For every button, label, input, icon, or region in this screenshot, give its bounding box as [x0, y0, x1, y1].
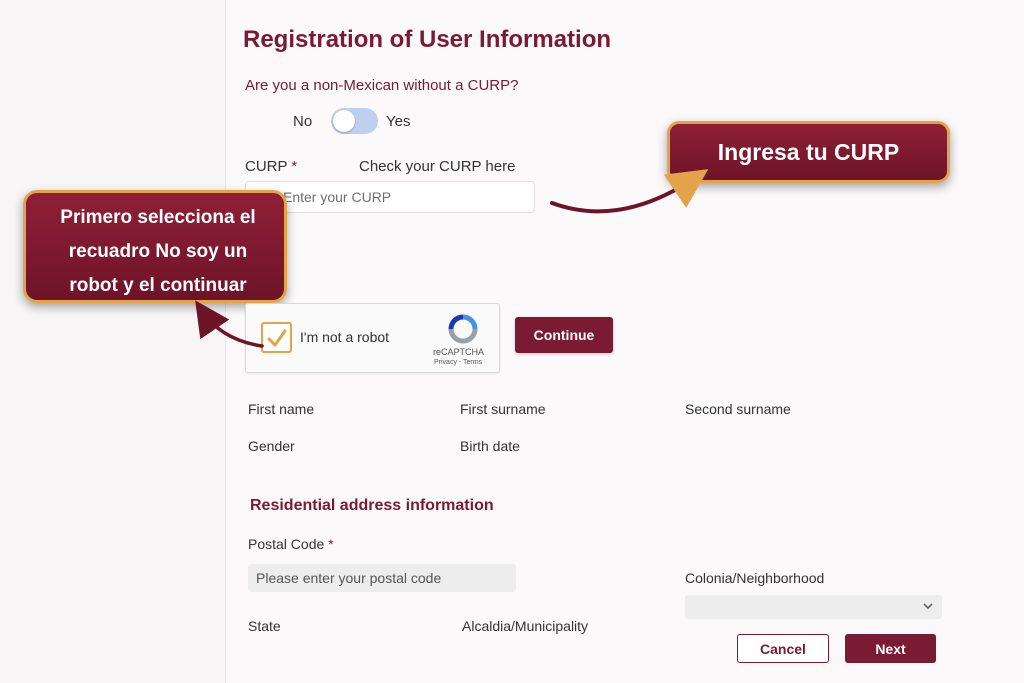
recaptcha-privacy-terms[interactable]: Privacy - Terms [434, 359, 483, 366]
postal-code-label [248, 536, 334, 552]
postal-code-label-text: Postal Code [248, 536, 325, 552]
second-surname-label: Second surname [685, 401, 791, 417]
curp-label-text: CURP [245, 158, 288, 175]
curp-required-mark: * [291, 158, 298, 175]
non-mexican-toggle[interactable] [331, 108, 378, 134]
first-surname-label: First surname [460, 401, 546, 417]
robot-hint-callout [23, 190, 287, 303]
state-label: State [248, 618, 281, 634]
colonia-label: Colonia/Neighborhood [685, 570, 825, 586]
recaptcha-brand: reCAPTCHA [433, 347, 485, 357]
toggle-yes-label: Yes [386, 113, 411, 130]
first-name-label: First name [248, 401, 315, 417]
robot-hint-line-1: Primero selecciona el [60, 207, 256, 228]
colonia-select[interactable] [685, 595, 942, 619]
robot-hint-line-2: recuadro No soy un [68, 241, 248, 262]
curp-arrow [552, 178, 695, 211]
left-margin-panel [0, 0, 226, 683]
recaptcha-label: I'm not a robot [300, 329, 390, 345]
page-title: Registration of User Information [243, 26, 612, 53]
recaptcha-widget [245, 303, 500, 373]
birth-date-label: Birth date [460, 438, 520, 454]
toggle-knob [333, 110, 355, 132]
recaptcha-checkbox[interactable] [261, 322, 292, 353]
check-curp-link[interactable]: Check your CURP here [359, 158, 516, 175]
postal-required-mark: * [328, 536, 334, 552]
curp-label [245, 158, 297, 175]
robot-hint-line-3: robot y el continuar [69, 275, 247, 296]
chevron-down-icon [922, 600, 934, 612]
curp-input[interactable] [245, 181, 535, 213]
address-section-title: Residential address information [250, 497, 494, 514]
postal-code-input[interactable] [248, 564, 516, 592]
cancel-button[interactable]: Cancel [737, 634, 829, 663]
recaptcha-logo-icon [446, 314, 480, 344]
gender-label: Gender [248, 438, 295, 454]
curp-hint-callout: Ingresa tu CURP [667, 121, 950, 183]
non-mexican-question: Are you a non-Mexican without a CURP? [245, 77, 519, 94]
toggle-no-label: No [293, 113, 313, 130]
municipality-label: Alcaldia/Municipality [462, 618, 589, 634]
next-button[interactable]: Next [845, 634, 936, 663]
checkmark-icon [266, 327, 288, 349]
continue-button[interactable]: Continue [515, 317, 613, 353]
